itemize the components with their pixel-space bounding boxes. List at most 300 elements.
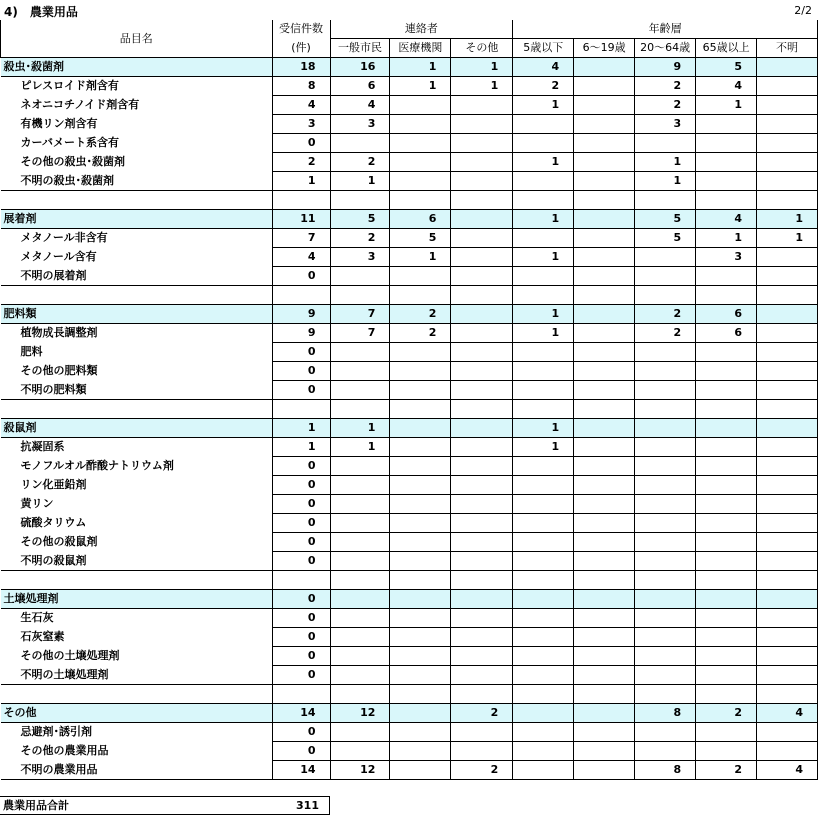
- cell-value: 12: [330, 761, 390, 780]
- cell-value: [696, 267, 757, 286]
- table-row: [1, 96, 818, 115]
- header-col: 一般市民: [330, 39, 390, 58]
- cell-value: [757, 533, 818, 552]
- item-name: 忌避剤･誘引剤: [1, 723, 273, 742]
- cell-value: [574, 153, 635, 172]
- cell-value: [574, 362, 635, 381]
- table-row: [1, 153, 818, 172]
- cell-value: [574, 647, 635, 666]
- cell-value: 0: [272, 609, 330, 628]
- cell-value: [757, 476, 818, 495]
- cell-value: [574, 628, 635, 647]
- cell-value: [574, 476, 635, 495]
- cell-value: 9: [272, 324, 330, 343]
- item-name: 黄リン: [1, 495, 273, 514]
- table-row: [1, 267, 818, 286]
- cell-value: [513, 666, 574, 685]
- cell-value: 1: [330, 419, 390, 438]
- table-row: [1, 723, 818, 742]
- cell-value: [513, 457, 574, 476]
- table-row: [1, 666, 818, 685]
- cell-value: 2: [330, 153, 390, 172]
- cell-value: [451, 723, 513, 742]
- header-col: その他: [451, 39, 513, 58]
- cell-value: [390, 172, 451, 191]
- cell-value: 0: [272, 134, 330, 153]
- cell-value: 1: [635, 153, 696, 172]
- cell-value: [330, 723, 390, 742]
- cell-value: [635, 381, 696, 400]
- cell-value: [696, 628, 757, 647]
- cell-value: [574, 438, 635, 457]
- cell-value: [696, 590, 757, 609]
- item-name: ネオニコチノイド剤含有: [1, 96, 273, 115]
- cell-value: [390, 533, 451, 552]
- cell-value: 3: [330, 115, 390, 134]
- cell-value: 1: [272, 172, 330, 191]
- cell-value: 2: [451, 761, 513, 780]
- cell-value: 7: [330, 305, 390, 324]
- table-row: [1, 229, 818, 248]
- cell-value: [757, 115, 818, 134]
- item-name: 不明の展着剤: [1, 267, 273, 286]
- table-row: [1, 438, 818, 457]
- total-label: 農業用品合計: [0, 797, 266, 815]
- cell-value: [696, 381, 757, 400]
- cell-value: [574, 533, 635, 552]
- cell-value: [451, 647, 513, 666]
- cell-value: 5: [696, 58, 757, 77]
- cell-value: [330, 666, 390, 685]
- cell-value: [757, 381, 818, 400]
- cell-value: [451, 609, 513, 628]
- item-name: ピレスロイド剤含有: [1, 77, 273, 96]
- cell-value: [635, 666, 696, 685]
- cell-value: [757, 495, 818, 514]
- cell-value: [390, 476, 451, 495]
- table-row: [1, 495, 818, 514]
- cell-value: 0: [272, 533, 330, 552]
- cell-value: [757, 77, 818, 96]
- table-row: [1, 77, 818, 96]
- cell-value: [513, 495, 574, 514]
- cell-value: [757, 438, 818, 457]
- cell-value: [390, 343, 451, 362]
- cell-value: [635, 457, 696, 476]
- cell-value: [451, 590, 513, 609]
- cell-value: [513, 590, 574, 609]
- cell-value: [574, 248, 635, 267]
- cell-value: [757, 609, 818, 628]
- cell-value: [390, 153, 451, 172]
- category-name: 展着剤: [1, 210, 273, 229]
- cell-value: [635, 362, 696, 381]
- cell-value: 4: [757, 704, 818, 723]
- cell-value: 1: [513, 324, 574, 343]
- cell-value: [635, 248, 696, 267]
- cell-value: [574, 457, 635, 476]
- cell-value: [451, 362, 513, 381]
- item-name: 石灰窒素: [1, 628, 273, 647]
- cell-value: [635, 134, 696, 153]
- cell-value: [451, 628, 513, 647]
- cell-value: [757, 324, 818, 343]
- cell-value: [696, 343, 757, 362]
- cell-value: 8: [635, 761, 696, 780]
- cell-value: [513, 172, 574, 191]
- item-name: 肥料: [1, 343, 273, 362]
- cell-value: [513, 476, 574, 495]
- table-row: [1, 324, 818, 343]
- cell-value: [696, 115, 757, 134]
- cell-value: [390, 723, 451, 742]
- cell-value: [330, 590, 390, 609]
- cell-value: 2: [635, 77, 696, 96]
- cell-value: 14: [272, 704, 330, 723]
- cell-value: 0: [272, 381, 330, 400]
- header-item-name: 品目名: [1, 20, 273, 58]
- cell-value: 4: [696, 77, 757, 96]
- cell-value: 9: [272, 305, 330, 324]
- cell-value: 5: [330, 210, 390, 229]
- table-row: [1, 761, 818, 780]
- cell-value: [330, 628, 390, 647]
- cell-value: [574, 495, 635, 514]
- cell-value: [451, 115, 513, 134]
- cell-value: 1: [513, 248, 574, 267]
- cell-value: [390, 267, 451, 286]
- cell-value: [574, 552, 635, 571]
- category-row: [1, 590, 818, 609]
- spacer-row: [1, 286, 818, 305]
- cell-value: [696, 533, 757, 552]
- cell-value: [451, 533, 513, 552]
- cell-value: 2: [696, 704, 757, 723]
- cell-value: 1: [513, 419, 574, 438]
- cell-value: 6: [390, 210, 451, 229]
- cell-value: 14: [272, 761, 330, 780]
- cell-value: 2: [272, 153, 330, 172]
- cell-value: [513, 628, 574, 647]
- cell-value: [390, 647, 451, 666]
- cell-value: [574, 77, 635, 96]
- cell-value: [757, 514, 818, 533]
- cell-value: [635, 723, 696, 742]
- cell-value: 3: [330, 248, 390, 267]
- cell-value: [513, 343, 574, 362]
- cell-value: 4: [757, 761, 818, 780]
- cell-value: [330, 362, 390, 381]
- item-name: その他の殺鼠剤: [1, 533, 273, 552]
- cell-value: 1: [390, 248, 451, 267]
- cell-value: 1: [451, 58, 513, 77]
- cell-value: [574, 514, 635, 533]
- category-row: [1, 704, 818, 723]
- cell-value: [390, 514, 451, 533]
- cell-value: [451, 96, 513, 115]
- cell-value: 1: [451, 77, 513, 96]
- cell-value: [513, 704, 574, 723]
- table-row: [1, 457, 818, 476]
- cell-value: [635, 343, 696, 362]
- cell-value: [574, 96, 635, 115]
- cell-value: [513, 514, 574, 533]
- cell-value: [757, 248, 818, 267]
- cell-value: [513, 229, 574, 248]
- cell-value: 1: [696, 229, 757, 248]
- category-row: [1, 210, 818, 229]
- cell-value: [513, 723, 574, 742]
- item-name: メタノール含有: [1, 248, 273, 267]
- cell-value: [757, 343, 818, 362]
- cell-value: [757, 419, 818, 438]
- cell-value: 1: [513, 96, 574, 115]
- cell-value: [451, 552, 513, 571]
- cell-value: 1: [272, 438, 330, 457]
- cell-value: 2: [635, 305, 696, 324]
- cell-value: 1: [513, 210, 574, 229]
- cell-value: [696, 552, 757, 571]
- header-col: 20～64歳: [635, 39, 696, 58]
- cell-value: 5: [635, 210, 696, 229]
- cell-value: 3: [696, 248, 757, 267]
- cell-value: 1: [390, 58, 451, 77]
- cell-value: [451, 343, 513, 362]
- cell-value: 0: [272, 647, 330, 666]
- cell-value: [451, 381, 513, 400]
- spacer-row: [1, 191, 818, 210]
- cell-value: [757, 457, 818, 476]
- cell-value: [696, 362, 757, 381]
- spacer-row: [1, 400, 818, 419]
- cell-value: 5: [635, 229, 696, 248]
- cell-value: [757, 647, 818, 666]
- item-name: 不明の農業用品: [1, 761, 273, 780]
- cell-value: [696, 647, 757, 666]
- cell-value: [451, 305, 513, 324]
- cell-value: [696, 476, 757, 495]
- cell-value: [696, 495, 757, 514]
- cell-value: [696, 419, 757, 438]
- cell-value: [757, 58, 818, 77]
- cell-value: [696, 172, 757, 191]
- cell-value: [696, 514, 757, 533]
- cell-value: [635, 609, 696, 628]
- table-row: [1, 552, 818, 571]
- cell-value: [574, 267, 635, 286]
- category-name: 肥料類: [1, 305, 273, 324]
- cell-value: [635, 742, 696, 761]
- header-col: 65歳以上: [696, 39, 757, 58]
- cell-value: [330, 381, 390, 400]
- cell-value: [390, 96, 451, 115]
- cell-value: [574, 666, 635, 685]
- cell-value: [757, 267, 818, 286]
- cell-value: [635, 419, 696, 438]
- cell-value: [696, 666, 757, 685]
- cell-value: [757, 305, 818, 324]
- cell-value: [757, 590, 818, 609]
- item-name: カーバメート系含有: [1, 134, 273, 153]
- cell-value: [635, 628, 696, 647]
- cell-value: [330, 267, 390, 286]
- cell-value: 12: [330, 704, 390, 723]
- cell-value: [574, 58, 635, 77]
- cell-value: 3: [272, 115, 330, 134]
- table-row: [1, 609, 818, 628]
- cell-value: [513, 115, 574, 134]
- cell-value: [451, 267, 513, 286]
- cell-value: [635, 267, 696, 286]
- table-row: [1, 362, 818, 381]
- cell-value: 0: [272, 628, 330, 647]
- cell-value: [451, 419, 513, 438]
- cell-value: 2: [696, 761, 757, 780]
- cell-value: 1: [757, 210, 818, 229]
- item-name: その他の農業用品: [1, 742, 273, 761]
- cell-value: 6: [330, 77, 390, 96]
- cell-value: 8: [635, 704, 696, 723]
- cell-value: [757, 742, 818, 761]
- cell-value: 2: [330, 229, 390, 248]
- total-value: 311: [266, 797, 330, 815]
- item-name: その他の土壌処理剤: [1, 647, 273, 666]
- header-col: 6～19歳: [574, 39, 635, 58]
- cell-value: 0: [272, 723, 330, 742]
- cell-value: [451, 324, 513, 343]
- cell-value: [757, 172, 818, 191]
- cell-value: [330, 514, 390, 533]
- cell-value: [574, 134, 635, 153]
- cell-value: [574, 229, 635, 248]
- cell-value: [451, 666, 513, 685]
- item-name: その他の殺虫･殺菌剤: [1, 153, 273, 172]
- cell-value: [574, 704, 635, 723]
- header-col: 医療機関: [390, 39, 451, 58]
- cell-value: [757, 552, 818, 571]
- table-row: [1, 381, 818, 400]
- cell-value: [574, 343, 635, 362]
- category-row: [1, 58, 818, 77]
- item-name: その他の肥料類: [1, 362, 273, 381]
- cell-value: [390, 761, 451, 780]
- cell-value: 4: [513, 58, 574, 77]
- cell-value: 1: [330, 172, 390, 191]
- cell-value: [513, 761, 574, 780]
- cell-value: [330, 742, 390, 761]
- cell-value: 0: [272, 362, 330, 381]
- cell-value: [451, 514, 513, 533]
- cell-value: 1: [757, 229, 818, 248]
- cell-value: 3: [635, 115, 696, 134]
- cell-value: [757, 666, 818, 685]
- cell-value: 16: [330, 58, 390, 77]
- cell-value: 0: [272, 476, 330, 495]
- cell-value: [635, 514, 696, 533]
- item-name: 不明の殺鼠剤: [1, 552, 273, 571]
- cell-value: 1: [513, 153, 574, 172]
- cell-value: [574, 761, 635, 780]
- cell-value: [451, 134, 513, 153]
- cell-value: 2: [635, 96, 696, 115]
- cell-value: [390, 552, 451, 571]
- cell-value: [635, 647, 696, 666]
- table-row: [1, 533, 818, 552]
- table-row: [1, 742, 818, 761]
- cell-value: [451, 495, 513, 514]
- cell-value: 8: [272, 77, 330, 96]
- cell-value: 1: [635, 172, 696, 191]
- category-name: その他: [1, 704, 273, 723]
- cell-value: 2: [390, 324, 451, 343]
- cell-value: [390, 438, 451, 457]
- item-name: モノフルオル酢酸ナトリウム剤: [1, 457, 273, 476]
- cell-value: [390, 628, 451, 647]
- cell-value: 0: [272, 666, 330, 685]
- table-row: [1, 115, 818, 134]
- cell-value: [451, 438, 513, 457]
- cell-value: [390, 362, 451, 381]
- item-name: 硫酸タリウム: [1, 514, 273, 533]
- cell-value: [574, 210, 635, 229]
- header-count: 受信件数: [272, 20, 330, 39]
- cell-value: [390, 666, 451, 685]
- cell-value: [513, 552, 574, 571]
- cell-value: 0: [272, 495, 330, 514]
- agri-products-table: [0, 20, 818, 780]
- cell-value: [390, 704, 451, 723]
- cell-value: [330, 343, 390, 362]
- table-row: [1, 134, 818, 153]
- cell-value: 2: [451, 704, 513, 723]
- cell-value: [513, 381, 574, 400]
- cell-value: [757, 153, 818, 172]
- cell-value: [330, 476, 390, 495]
- category-name: 土壌処理剤: [1, 590, 273, 609]
- cell-value: [513, 742, 574, 761]
- cell-value: [330, 609, 390, 628]
- cell-value: 1: [696, 96, 757, 115]
- cell-value: [635, 476, 696, 495]
- cell-value: [574, 742, 635, 761]
- cell-value: [696, 457, 757, 476]
- cell-value: 0: [272, 457, 330, 476]
- cell-value: 11: [272, 210, 330, 229]
- cell-value: 7: [330, 324, 390, 343]
- cell-value: [574, 590, 635, 609]
- cell-value: [757, 362, 818, 381]
- cell-value: [330, 134, 390, 153]
- category-row: [1, 305, 818, 324]
- cell-value: [696, 438, 757, 457]
- cell-value: [451, 457, 513, 476]
- cell-value: [513, 267, 574, 286]
- table-row: [1, 172, 818, 191]
- cell-value: [574, 609, 635, 628]
- cell-value: [390, 609, 451, 628]
- cell-value: [696, 609, 757, 628]
- item-name: 植物成長調整剤: [1, 324, 273, 343]
- section-title: 4) 農業用品: [4, 5, 78, 19]
- header-col: 5歳以下: [513, 39, 574, 58]
- cell-value: 0: [272, 343, 330, 362]
- cell-value: [696, 742, 757, 761]
- cell-value: 2: [635, 324, 696, 343]
- page-number: 2/2: [794, 4, 812, 17]
- cell-value: [574, 305, 635, 324]
- item-name: リン化亜鉛剤: [1, 476, 273, 495]
- cell-value: [330, 457, 390, 476]
